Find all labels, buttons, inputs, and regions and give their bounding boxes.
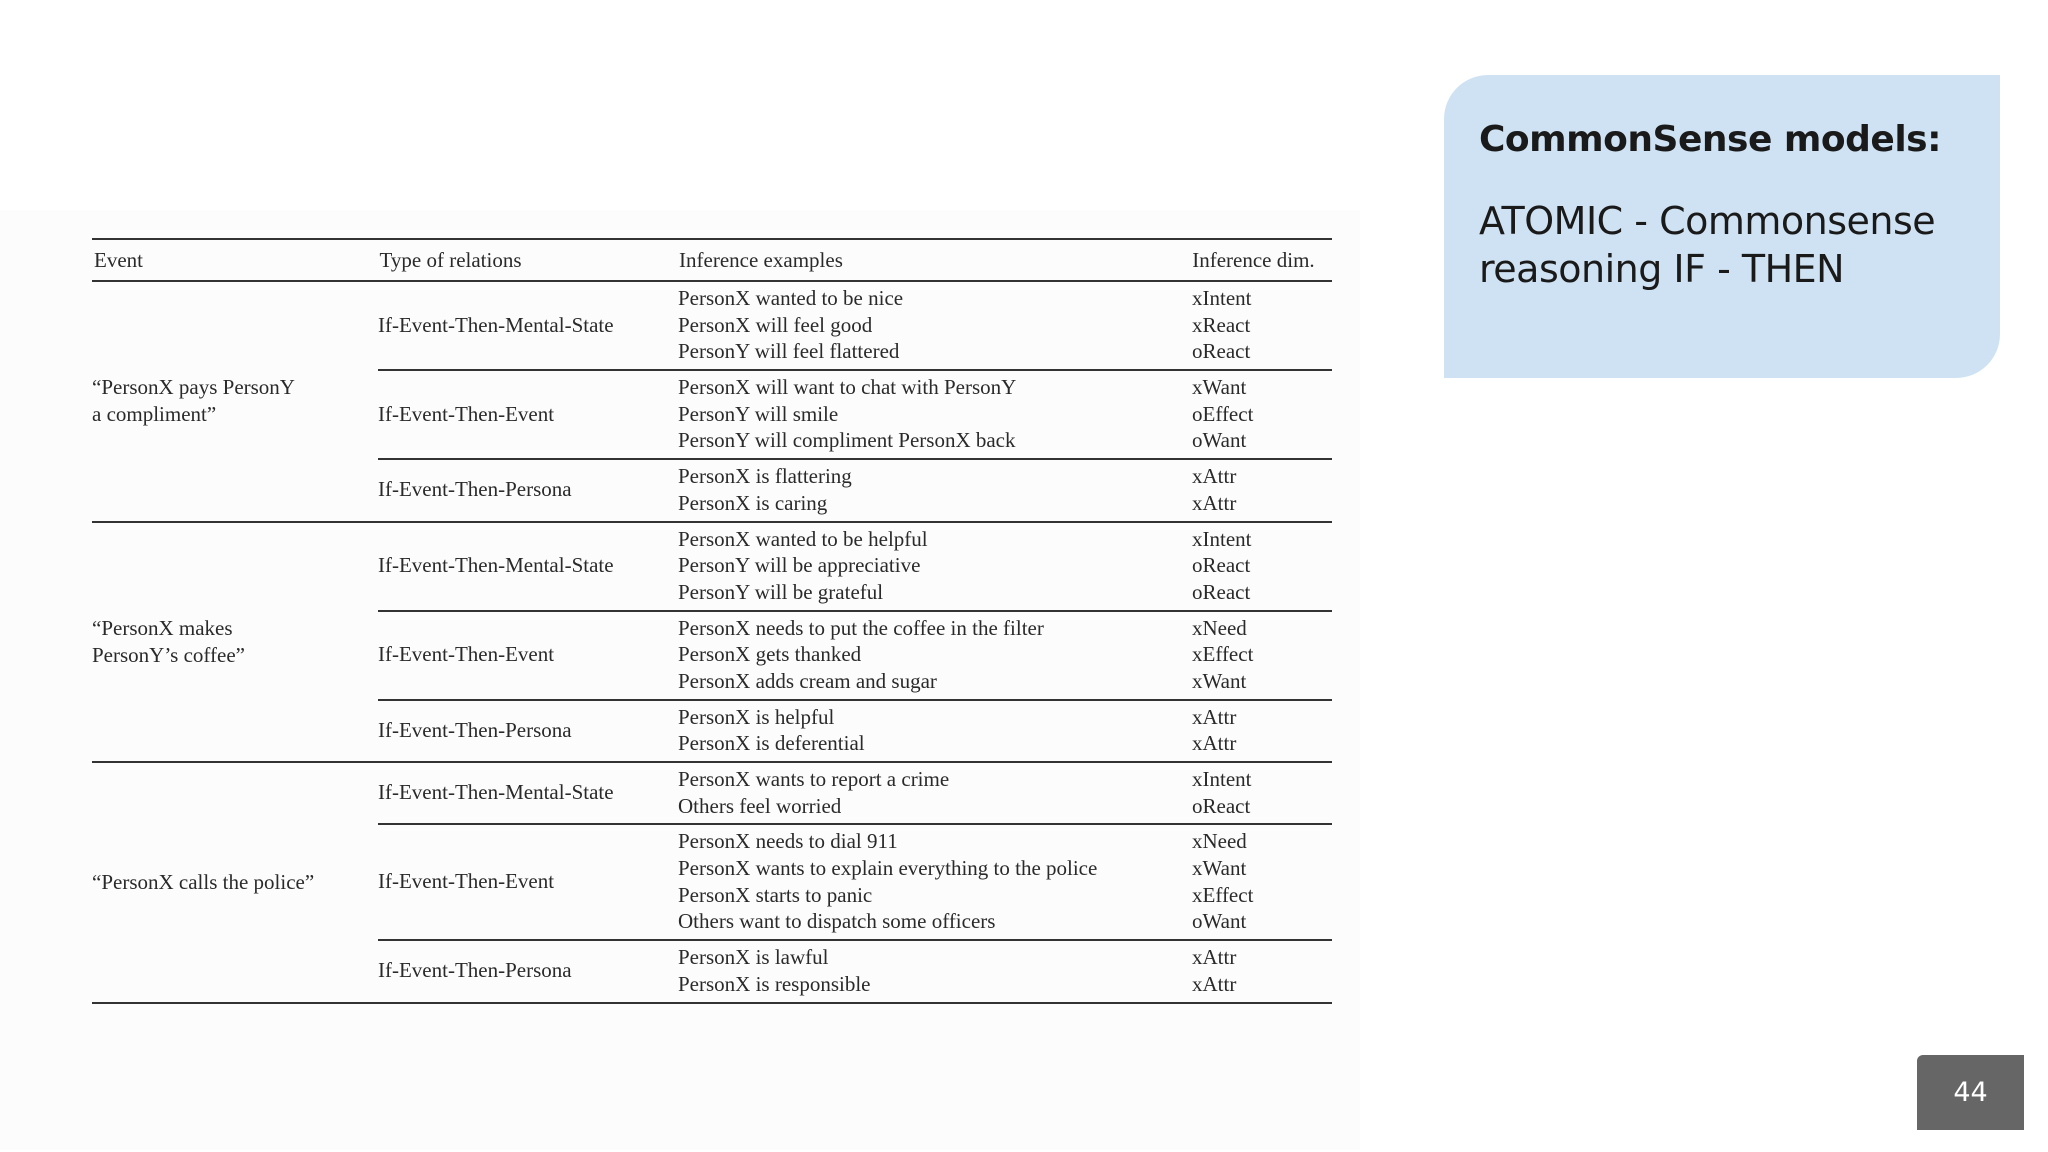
inference-example: PersonY will be grateful — [678, 579, 884, 604]
event-group — [92, 282, 1332, 523]
inference-dim: xAttr — [1192, 704, 1237, 729]
relation-row — [378, 825, 1332, 941]
inference-example: PersonY will be appreciative — [678, 553, 921, 578]
inference-dim: xEffect — [1192, 882, 1254, 907]
relation-type: If-Event-Then-Event — [378, 869, 555, 894]
relation-row — [378, 371, 1332, 460]
inference-dims — [1192, 766, 1332, 819]
inference-dims — [1192, 463, 1332, 516]
relations-column — [378, 523, 1332, 762]
inference-dim: oWant — [1192, 909, 1247, 934]
relation-type: If-Event-Then-Mental-State — [378, 780, 614, 805]
page-number: 44 — [1953, 1077, 1988, 1108]
inference-example: PersonX wants to report a crime — [678, 767, 950, 791]
inference-example: PersonX wanted to be nice — [678, 286, 904, 310]
inference-example: PersonX will feel good — [678, 312, 873, 337]
inference-dims — [1192, 944, 1332, 997]
inference-examples — [678, 374, 1192, 454]
event-group — [92, 523, 1332, 764]
inference-dims — [1192, 615, 1332, 695]
inference-dim: xAttr — [1192, 731, 1237, 756]
inference-examples — [678, 285, 1192, 365]
inference-examples — [678, 463, 1192, 516]
inference-dim: xAttr — [1192, 464, 1237, 489]
inference-dim: oReact — [1192, 793, 1251, 818]
relation-type: If-Event-Then-Mental-State — [378, 312, 614, 337]
relation-row — [378, 612, 1332, 701]
inference-example: PersonX is deferential — [678, 731, 865, 756]
inference-example: PersonX is lawful — [678, 945, 829, 970]
inference-example: PersonX is flattering — [678, 464, 852, 489]
inference-dim: xAttr — [1192, 971, 1237, 996]
header-inference-dim: Inference dim. — [1192, 248, 1315, 272]
inference-dims — [1192, 526, 1332, 606]
event-cell: “PersonX makes PersonY’s coffee” — [92, 615, 245, 667]
inference-dim: xAttr — [1192, 945, 1237, 970]
inference-dim: xWant — [1192, 856, 1247, 881]
inference-example: PersonX starts to panic — [678, 882, 873, 907]
event-cell: “PersonX pays PersonY a compliment” — [92, 375, 295, 427]
inference-dim: oReact — [1192, 553, 1251, 578]
relation-type: If-Event-Then-Persona — [378, 717, 572, 742]
relation-row — [378, 763, 1332, 825]
relation-row — [378, 941, 1332, 1001]
inference-example: PersonX adds cream and sugar — [678, 668, 937, 693]
header-event: Event — [94, 248, 143, 272]
inference-dim: xWant — [1192, 375, 1247, 400]
relation-type: If-Event-Then-Persona — [378, 958, 572, 983]
inference-example: Others want to dispatch some officers — [678, 909, 996, 934]
header-inference-examples: Inference examples — [679, 248, 843, 272]
inference-example: PersonX is caring — [678, 490, 828, 515]
inference-dim: xIntent — [1192, 526, 1252, 551]
table-body — [92, 282, 1332, 1004]
inference-examples — [678, 944, 1192, 997]
inference-dim: xWant — [1192, 668, 1247, 693]
event-cell: “PersonX calls the police” — [92, 869, 315, 894]
inference-example: PersonX needs to dial 911 — [678, 829, 898, 854]
relation-row — [378, 282, 1332, 371]
inference-example: PersonX is responsible — [678, 971, 871, 996]
inference-examples — [678, 828, 1192, 935]
atomic-table — [92, 238, 1332, 1004]
inference-examples — [678, 526, 1192, 606]
inference-dim: xAttr — [1192, 490, 1237, 515]
inference-dim: oEffect — [1192, 401, 1254, 426]
relation-row — [378, 523, 1332, 612]
inference-example: PersonY will smile — [678, 401, 839, 426]
inference-dim: oReact — [1192, 579, 1251, 604]
event-group — [92, 763, 1332, 1004]
inference-dim: xIntent — [1192, 767, 1252, 791]
inference-example: PersonX is helpful — [678, 704, 835, 729]
inference-examples — [678, 766, 1192, 819]
relation-type: If-Event-Then-Event — [378, 401, 555, 426]
inference-example: PersonX wants to explain everything to the police — [678, 856, 1098, 881]
inference-dims — [1192, 704, 1332, 757]
inference-examples — [678, 704, 1192, 757]
relation-type: If-Event-Then-Event — [378, 642, 555, 667]
inference-example: PersonX gets thanked — [678, 642, 862, 667]
inference-dim: oWant — [1192, 428, 1247, 453]
inference-dim: xNeed — [1192, 615, 1247, 640]
table-header-row — [92, 238, 1332, 282]
relation-row — [378, 701, 1332, 761]
inference-example: PersonX wanted to be helpful — [678, 526, 928, 551]
inference-dims — [1192, 285, 1332, 365]
card-body: ATOMIC - Commonsense reasoning IF - THEN — [1479, 199, 1936, 291]
inference-examples — [678, 615, 1192, 695]
inference-dim: xEffect — [1192, 642, 1254, 667]
inference-dim: oReact — [1192, 339, 1251, 364]
inference-dims — [1192, 828, 1332, 935]
inference-dim: xReact — [1192, 312, 1251, 337]
inference-example: PersonY will compliment PersonX back — [678, 428, 1016, 453]
relations-column — [378, 282, 1332, 521]
inference-example: PersonX will want to chat with PersonY — [678, 375, 1017, 400]
relation-type: If-Event-Then-Mental-State — [378, 553, 614, 578]
page-number-badge — [1917, 1055, 2024, 1130]
header-type-of-relations: Type of relations — [379, 248, 522, 272]
side-card — [1444, 75, 2000, 378]
inference-dims — [1192, 374, 1332, 454]
inference-example: Others feel worried — [678, 793, 842, 818]
inference-example: PersonY will feel flattered — [678, 339, 900, 364]
inference-dim: xIntent — [1192, 286, 1252, 310]
inference-example: PersonX needs to put the coffee in the filter — [678, 615, 1044, 640]
card-title: CommonSense models: — [1479, 119, 1941, 160]
inference-dim: xNeed — [1192, 829, 1247, 854]
relation-type: If-Event-Then-Persona — [378, 477, 572, 502]
relations-column — [378, 763, 1332, 1002]
relation-row — [378, 460, 1332, 520]
